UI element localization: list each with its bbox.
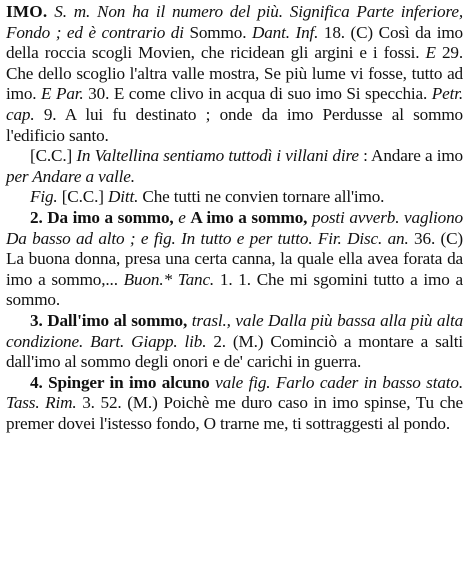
- text-run: E Par.: [41, 84, 84, 104]
- text-run: Sommo.: [189, 22, 252, 42]
- text-run: 29. Che dello scoglio l'altra valle mostra, Se più lume vi fosse, tutto ad imo.: [6, 43, 464, 104]
- text-run: Ditt.: [107, 187, 139, 207]
- text-run: 2.: [30, 207, 43, 227]
- text-run: Da imo a sommo,: [47, 207, 174, 227]
- text-run: 18. (C) Così da imo della roccia scogli Movien, che ricidean gli argini e i fossi.: [6, 22, 463, 63]
- text-run: Spinger in imo alcuno: [48, 372, 210, 392]
- text-run: 1. 1. Che mi sgomini tutto a imo a sommo.: [6, 269, 463, 310]
- text-run: 36. (C) La buona donna, presa una certa canna, la quale ella avea forata da imo a sommo,...: [6, 228, 463, 289]
- text-run: per Andare a valle.: [6, 166, 135, 186]
- text-run: [C.C.]: [30, 146, 77, 166]
- text-run: A imo a sommo,: [190, 207, 308, 227]
- text-run: Fig.: [30, 187, 58, 207]
- text-run: S. m. Non ha il numero del più. Significa Parte inferiore, Fondo ; ed è contrario di: [6, 2, 463, 42]
- entry-figurative: [6, 187, 463, 208]
- entry-valtellina-note: [6, 146, 463, 187]
- entry-imo: [6, 2, 463, 146]
- text-run: Dant. Inf.: [251, 22, 319, 42]
- text-run: 3.: [30, 310, 43, 330]
- text-run: E: [425, 43, 436, 63]
- text-run: Petr. cap.: [6, 84, 463, 124]
- text-run: 30. E come clivo in acqua di suo imo Si specchia.: [83, 84, 432, 104]
- sense-2-da-imo-a-sommo: [6, 208, 463, 311]
- sense-4-spinger-in-imo: [6, 373, 463, 435]
- text-run: IMO.: [6, 2, 48, 21]
- text-run: Che tutti ne convien tornare all'imo.: [138, 187, 385, 207]
- text-run: trasl., vale Dalla più bassa alla più alta condizione. Bart. Giapp. lib.: [6, 310, 464, 351]
- text-run: posti avverb. vagliono Da basso ad alto ; e fig. In tutto e per tutto. Fir. Disc. an.: [6, 207, 463, 248]
- text-run: Buon.* Tanc.: [123, 269, 215, 289]
- text-run: 3. 52. (M.) Poichè me duro caso in imo spinse, Tu che premer dovei l'istesso fondo, O trarne me, ti sottraggesti al pondo.: [6, 393, 463, 433]
- text-run: Dall'imo al sommo,: [47, 310, 188, 330]
- text-run: 2. (M.) Cominciò a montare a salti dall'imo al sommo degli onori e de' carichi in guerra.: [6, 331, 463, 372]
- sense-3-dall-imo-al-sommo: [6, 311, 463, 373]
- text-run: : Andare a imo: [358, 146, 464, 166]
- text-run: vale fig. Farlo cader in basso stato. Tass. Rim.: [6, 372, 463, 413]
- text-run: [C.C.]: [57, 187, 108, 207]
- text-run: In Valtellina sentiamo tuttodì i villani dire: [76, 146, 359, 166]
- text-run: 4.: [30, 372, 43, 392]
- text-run: e: [178, 207, 186, 227]
- text-run: 9. A lui fu destinato ; onde da imo Perdusse al sommo l'edificio santo.: [6, 104, 463, 145]
